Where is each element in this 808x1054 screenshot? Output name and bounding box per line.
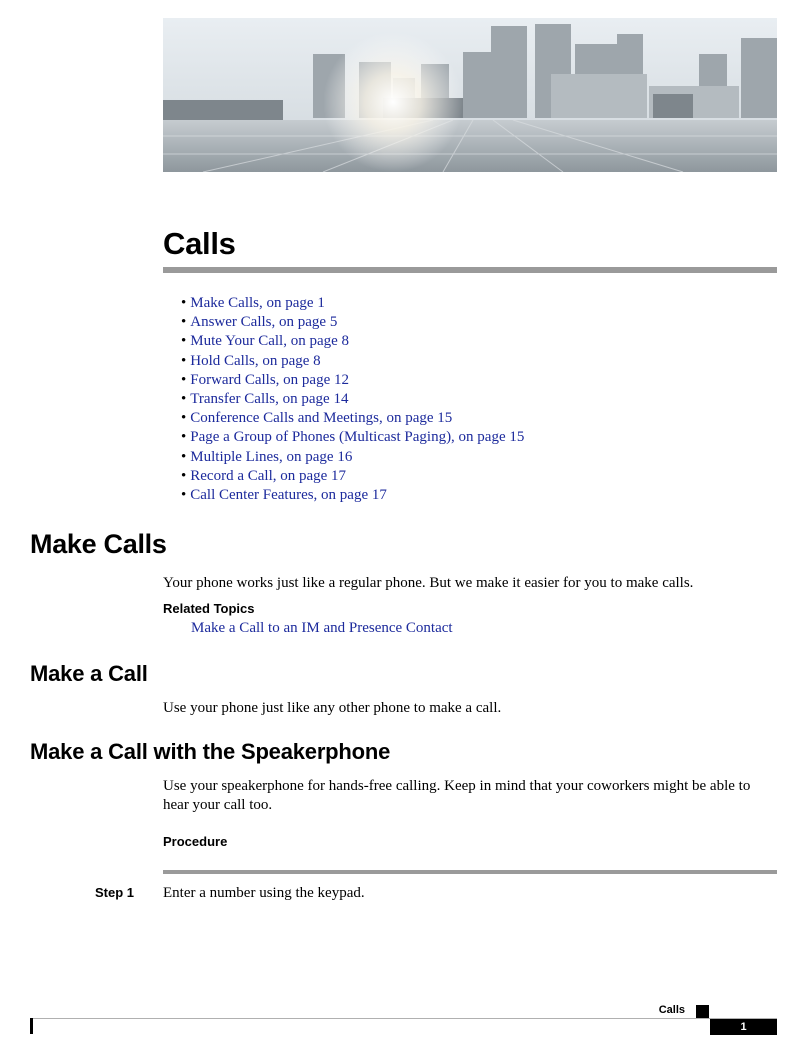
- bullet-glyph: •: [181, 314, 187, 331]
- section-heading-make-calls: Make Calls: [30, 529, 167, 559]
- toc-item: [181, 428, 524, 447]
- toc-item: [181, 371, 524, 390]
- toc-item: [181, 409, 524, 428]
- step-1-text: Enter a number using the keypad.: [163, 885, 365, 901]
- bullet-glyph: •: [181, 333, 187, 350]
- speakerphone-text: Use your speakerphone for hands-free calling. Keep in mind that your coworkers might be able to hear your call too.: [163, 778, 751, 813]
- bullet-glyph: •: [181, 448, 187, 465]
- toc-link-multiple-lines[interactable]: Multiple Lines, on page 16: [190, 448, 353, 465]
- procedure-label: Procedure: [163, 834, 228, 849]
- toc-link-record-a-call[interactable]: Record a Call, on page 17: [190, 467, 347, 484]
- bullet-glyph: •: [181, 487, 187, 504]
- section-heading-make-a-call: Make a Call: [30, 661, 148, 686]
- section-heading-speakerphone: Make a Call with the Speakerphone: [30, 739, 391, 764]
- chapter-toc-list: [181, 294, 524, 505]
- toc-link-make-calls[interactable]: Make Calls, on page 1: [190, 295, 325, 311]
- page-number: 1: [710, 1019, 777, 1035]
- bullet-glyph: •: [181, 391, 187, 408]
- make-a-call-text: Use your phone just like any other phone to make a call.: [163, 700, 502, 716]
- toc-link-mute-your-call[interactable]: Mute Your Call, on page 8: [190, 333, 350, 350]
- chapter-title-rule: [163, 267, 777, 273]
- related-topics-label: Related Topics: [163, 601, 255, 616]
- bullet-glyph: •: [181, 467, 187, 484]
- related-topic-link-im-presence[interactable]: Make a Call to an IM and Presence Contact: [191, 620, 453, 636]
- footer-marker: [696, 1005, 709, 1018]
- chapter-title: Calls: [163, 226, 236, 261]
- toc-item: [181, 486, 524, 505]
- toc-link-answer-calls[interactable]: Answer Calls, on page 5: [190, 314, 338, 331]
- toc-item: [181, 467, 524, 486]
- toc-link-multicast-paging[interactable]: Page a Group of Phones (Multicast Paging), on page 15: [190, 429, 525, 446]
- footer-chapter-title: Calls: [658, 1004, 685, 1016]
- step-1-label: Step 1: [95, 885, 135, 900]
- procedure-rule: [163, 870, 777, 874]
- toc-link-conference-calls[interactable]: Conference Calls and Meetings, on page 15: [190, 410, 453, 427]
- toc-link-hold-calls[interactable]: Hold Calls, on page 8: [190, 352, 321, 369]
- header-banner-image: [163, 18, 777, 172]
- footer-rule: [30, 1018, 777, 1019]
- toc-item: [181, 390, 524, 409]
- make-calls-intro: Your phone works just like a regular phone. But we make it easier for you to make calls.: [163, 575, 694, 591]
- toc-item: [181, 352, 524, 371]
- toc-item: [181, 313, 524, 332]
- footer-change-bar: [30, 1018, 33, 1034]
- toc-item: [181, 294, 524, 313]
- bullet-glyph: •: [181, 371, 187, 388]
- toc-item: [181, 448, 524, 467]
- toc-link-call-center-features[interactable]: Call Center Features, on page 17: [190, 487, 387, 504]
- bullet-glyph: •: [181, 410, 187, 427]
- toc-link-transfer-calls[interactable]: Transfer Calls, on page 14: [190, 391, 349, 408]
- bullet-glyph: •: [181, 352, 187, 369]
- bullet-glyph: •: [181, 429, 187, 446]
- bullet-glyph: •: [181, 295, 187, 311]
- toc-link-forward-calls[interactable]: Forward Calls, on page 12: [190, 371, 349, 388]
- toc-item: [181, 332, 524, 351]
